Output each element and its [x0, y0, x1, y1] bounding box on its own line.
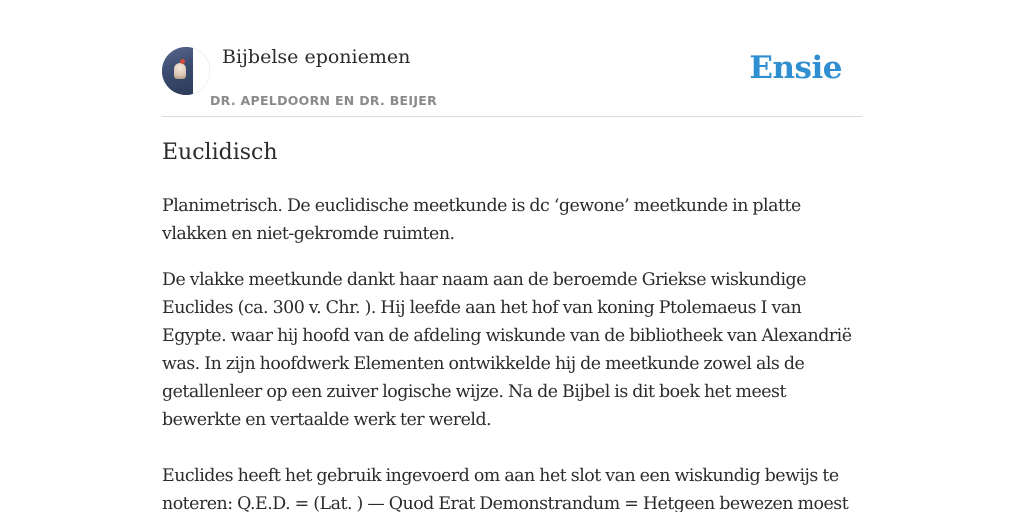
book-title-link[interactable]: Bijbelse eponiemen	[222, 46, 411, 68]
article-body	[162, 192, 862, 512]
cover-dot-icon	[180, 59, 185, 64]
book-cover-thumbnail[interactable]	[162, 47, 210, 95]
book-authors: DR. APELDOORN EN DR. BEIJER	[210, 93, 438, 108]
paragraph-history: De vlakke meetkunde dankt haar naam aan de beroemde Griekse wiskundige Euclides (ca. 300 v. Chr. ). Hij leefde aan het hof van koning Ptolemaeus I van Egypte. waar hij hoofd van de afdeling wiskunde van de bibliotheek van Alexandrië was. In zijn hoofdwerk Elementen ontwikkelde hij de meetkunde zowel als de getallenleer op een zuiver logische wijze. Na de Bijbel is dit boek het meest bewerkte en vertaalde werk ter wereld.	[162, 270, 852, 430]
paragraph-definition: Planimetrisch. De euclidische meetkunde is dc ‘gewone’ meetkunde in platte vlakken en niet-gekromde ruimten.	[162, 196, 801, 244]
book-header	[162, 40, 862, 117]
paragraph-qed: Euclides heeft het gebruik ingevoerd om aan het slot van een wiskundig bewijs te noteren: Q.E.D. = (Lat. ) — Quod Erat Demonstrandum = Hetgeen bewezen moest	[162, 466, 849, 512]
entry-title: Euclidisch	[162, 140, 278, 165]
cover-edge	[193, 47, 210, 95]
cover-figure-icon	[174, 63, 186, 79]
ensie-logo[interactable]: Ensie	[749, 50, 842, 86]
